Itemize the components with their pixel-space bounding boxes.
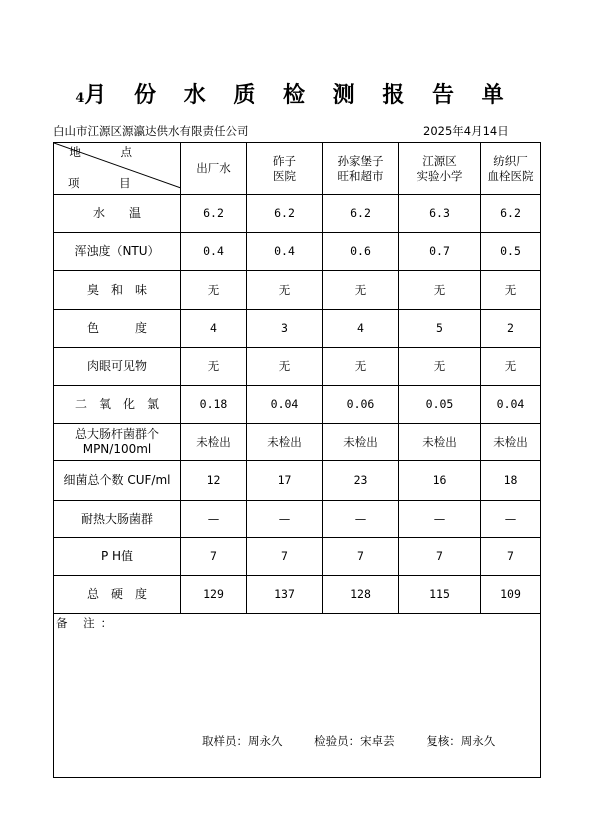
row-value: 7	[323, 538, 399, 576]
row-value: 129	[181, 576, 247, 614]
report-title	[0, 78, 589, 109]
row-value: 无	[323, 271, 399, 310]
table-row	[54, 233, 541, 271]
row-value: 5	[399, 310, 481, 348]
title-month: 4	[75, 91, 85, 106]
row-value: 4	[181, 310, 247, 348]
row-label: P H值	[54, 538, 181, 576]
table-row	[54, 576, 541, 614]
site-header: 孙家堡子 旺和超市	[323, 143, 399, 195]
site-header: 出厂水	[181, 143, 247, 195]
table-row	[54, 461, 541, 501]
row-value: 无	[181, 348, 247, 386]
title-text: 月 份 水 质 检 测 报 告 单	[84, 82, 514, 108]
row-value: 未检出	[481, 424, 541, 461]
row-value: 128	[323, 576, 399, 614]
row-value: 未检出	[247, 424, 323, 461]
row-value: 0.5	[481, 233, 541, 271]
row-value: 7	[481, 538, 541, 576]
row-value: 0.7	[399, 233, 481, 271]
row-value: —	[399, 501, 481, 538]
row-label: 耐热大肠菌群	[54, 501, 181, 538]
row-value: 115	[399, 576, 481, 614]
table-row	[54, 195, 541, 233]
row-value: 4	[323, 310, 399, 348]
table-row	[54, 501, 541, 538]
report-date: 2025年4月14日	[423, 124, 509, 138]
row-value: 无	[181, 271, 247, 310]
row-label: 细菌总个数 CUF/ml	[54, 461, 181, 501]
row-value: 无	[399, 271, 481, 310]
notes-row	[54, 614, 541, 778]
water-quality-table	[53, 142, 541, 778]
row-value: —	[181, 501, 247, 538]
row-value: 0.05	[399, 386, 481, 424]
row-value: 0.04	[247, 386, 323, 424]
row-label: 浑浊度（NTU）	[54, 233, 181, 271]
inspector: 检验员：宋卓芸	[314, 734, 395, 748]
row-value: 0.4	[247, 233, 323, 271]
row-value: 18	[481, 461, 541, 501]
row-value: 7	[399, 538, 481, 576]
row-value: 6.2	[481, 195, 541, 233]
row-value: 无	[481, 271, 541, 310]
row-value: 0.6	[323, 233, 399, 271]
row-label: 色 度	[54, 310, 181, 348]
table-row	[54, 348, 541, 386]
row-value: 2	[481, 310, 541, 348]
signers	[202, 734, 523, 749]
row-value: —	[481, 501, 541, 538]
site-header: 砟子 医院	[247, 143, 323, 195]
row-value: 0.06	[323, 386, 399, 424]
row-value: 0.04	[481, 386, 541, 424]
row-value: 无	[247, 348, 323, 386]
row-value: 0.18	[181, 386, 247, 424]
data-rows	[54, 195, 541, 614]
table-row	[54, 310, 541, 348]
row-value: 未检出	[181, 424, 247, 461]
sampler: 取样员：周永久	[202, 734, 283, 748]
row-value: 3	[247, 310, 323, 348]
row-value: —	[247, 501, 323, 538]
row-value: 12	[181, 461, 247, 501]
row-value: 6.2	[247, 195, 323, 233]
table-row	[54, 538, 541, 576]
row-value: 7	[181, 538, 247, 576]
row-value: 6.2	[181, 195, 247, 233]
location-label: 地 点	[69, 145, 150, 159]
row-value: 7	[247, 538, 323, 576]
row-value: 6.2	[323, 195, 399, 233]
reviewer: 复核：周永久	[426, 734, 496, 748]
row-value: 未检出	[399, 424, 481, 461]
row-value: 6.3	[399, 195, 481, 233]
row-label: 臭 和 味	[54, 271, 181, 310]
row-value: 未检出	[323, 424, 399, 461]
row-value: 0.4	[181, 233, 247, 271]
table-row	[54, 424, 541, 461]
row-value: 23	[323, 461, 399, 501]
row-value: 无	[399, 348, 481, 386]
row-value: 16	[399, 461, 481, 501]
table-row	[54, 271, 541, 310]
row-value: 无	[323, 348, 399, 386]
site-header: 纺织厂 血栓医院	[481, 143, 541, 195]
row-label: 二 氧 化 氯	[54, 386, 181, 424]
diagonal-header-cell	[54, 143, 181, 195]
company-name: 白山市江源区源瀛达供水有限责任公司	[53, 124, 249, 138]
row-label: 总大肠杆菌群个 MPN/100ml	[54, 424, 181, 461]
row-value: 无	[481, 348, 541, 386]
notes-label: 备 注：	[56, 616, 119, 630]
row-label: 水 温	[54, 195, 181, 233]
row-label: 总 硬 度	[54, 576, 181, 614]
table-row	[54, 386, 541, 424]
site-header: 江源区 实验小学	[399, 143, 481, 195]
row-value: —	[323, 501, 399, 538]
item-label: 项 目	[68, 176, 149, 190]
notes-cell	[54, 614, 541, 778]
row-value: 无	[247, 271, 323, 310]
row-label: 肉眼可见物	[54, 348, 181, 386]
table-header-row	[54, 143, 541, 195]
row-value: 17	[247, 461, 323, 501]
row-value: 137	[247, 576, 323, 614]
row-value: 109	[481, 576, 541, 614]
